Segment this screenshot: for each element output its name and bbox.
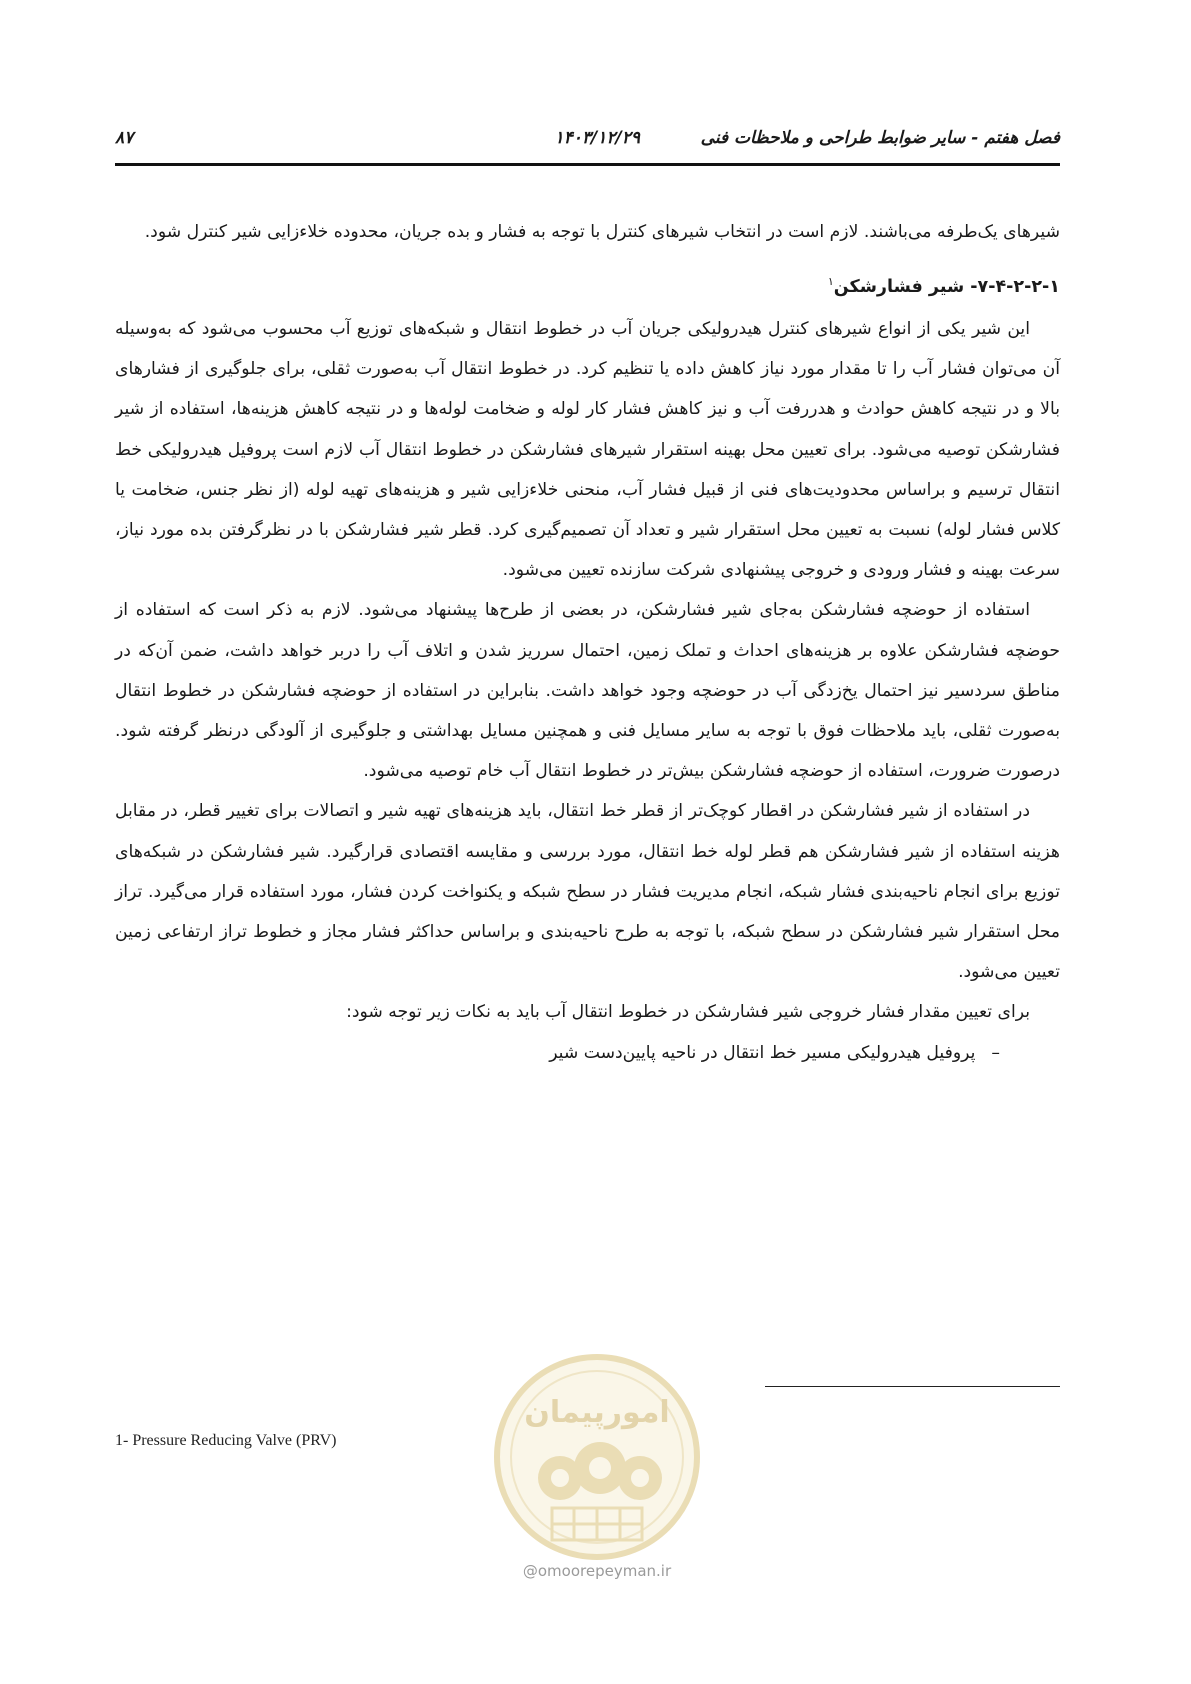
paragraph-4: برای تعیین مقدار فشار خروجی شیر فشارشکن در خطوط انتقال آب باید به نکات زیر توجه شود: xyxy=(346,1002,1030,1023)
footnote-marker: ۱ xyxy=(827,275,834,289)
header-rule xyxy=(115,163,1060,166)
paragraph-2: استفاده از حوضچه فشارشکن به‌جای شیر فشارشکن، در بعضی از طرح‌ها پیشنهاد می‌شود. لازم به ذکر است که استفاده از حوضچه فشارشکن علاوه بر هزینه‌های احداث و تملک زمین، احتمال سرریز شدن و اتلاف آب را دربر خواهد داشت، ضمن آن‌که در مناطق سردسیر نیز احتمال یخ‌زدگی آب در حوضچه وجود خواهد داشت. بنابراین در استفاده از حوضچه فشارشکن در خطوط انتقال به‌صورت ثقلی، باید ملاحظات فوق با توجه به سایر مسایل فنی و همچنین مسایل بهداشتی و جلوگیری از آلودگی درنظر گرفته شود. درصورت ضرورت، استفاده از حوضچه فشارشکن بیش‌تر در خطوط انتقال آب خام توصیه می‌شود. xyxy=(115,600,1060,782)
list-item xyxy=(115,1033,1060,1073)
paragraph-continued: شیرهای یک‌طرفه می‌باشند. لازم است در انتخاب شیرهای کنترل با توجه به فشار و بده جریان، محدوده خلاءزایی شیر کنترل شود. xyxy=(144,222,1060,242)
chapter-title: فصل هفتم - سایر ضوابط طراحی و ملاحظات فنی xyxy=(700,128,1060,148)
watermark-site: @omoorepeyman.ir xyxy=(522,1562,672,1580)
watermark-logo-text: امورپیمان xyxy=(524,1395,670,1430)
bullet-dash: – xyxy=(991,1042,1000,1063)
watermark-logo xyxy=(490,1350,704,1564)
header-date: ۱۴۰۳/۱۲/۲۹ xyxy=(554,128,640,148)
page-number: ۸۷ xyxy=(115,128,134,148)
footnote: 1- Pressure Reducing Valve (PRV) xyxy=(115,1432,337,1449)
footnote-rule xyxy=(765,1386,1060,1387)
section-heading xyxy=(115,267,1060,302)
document-body xyxy=(115,212,1060,1073)
paragraph-3: در استفاده از شیر فشارشکن در اقطار کوچک‌تر از قطر خط انتقال، باید هزینه‌های تهیه شیر و اتصالات برای تغییر قطر، در مقابل هزینه استفاده از شیر فشارشکن هم قطر لوله خط انتقال، مورد بررسی و مقایسه اقتصادی قرارگیرد. شیر فشارشکن در شبکه‌های توزیع برای انجام ناحیه‌بندی فشار شبکه، انجام مدیریت فشار در سطح شبکه و یکنواخت کردن فشار، مورد استفاده قرار می‌گیرد. تراز محل استقرار شیر فشارشکن در سطح شبکه، با توجه به طرح ناحیه‌بندی و براساس حداکثر فشار مجاز و خطوط تراز ارتفاعی زمین تعیین می‌شود. xyxy=(115,801,1060,983)
list-item-text: پروفیل هیدرولیکی مسیر خط انتقال در ناحیه پایین‌دست شیر xyxy=(549,1042,976,1063)
page-header xyxy=(115,128,1060,158)
paragraph-1: این شیر یکی از انواع شیرهای کنترل هیدرولیکی جریان آب در خطوط انتقال و شبکه‌های توزیع آب محسوب می‌شود که به‌وسیله آن می‌توان فشار آب را تا مقدار مورد نیاز کاهش داده یا تنظیم کرد. در خطوط انتقال آب به‌صورت ثقلی، برای جلوگیری از فشارهای بالا و در نتیجه کاهش حوادث و هدررفت آب و نیز کاهش فشار کار لوله و ضخامت لوله‌ها و در نتیجه کاهش هزینه‌ها، استفاده از شیر فشارشکن توصیه می‌شود. برای تعیین محل بهینه استقرار شیرهای فشارشکن در خطوط انتقال آب لازم است پروفیل هیدرولیکی خط انتقال ترسیم و براساس محدودیت‌های فنی از قبیل فشار آب، منحنی خلاءزایی شیر و هزینه‌های تهیه لوله (از نظر جنس، ضخامت یا کلاس فشار لوله) نسبت به تعیین محل استقرار شیر و تعداد آن تصمیم‌گیری کرد. قطر شیر فشارشکن با در نظرگرفتن بده مورد نیاز، سرعت بهینه و فشار ورودی و خروجی پیشنهادی شرکت سازنده تعیین می‌شود. xyxy=(115,319,1060,581)
section-heading-text: ۷-۴-۲-۲-۱- شیر فشارشکن xyxy=(833,277,1060,298)
